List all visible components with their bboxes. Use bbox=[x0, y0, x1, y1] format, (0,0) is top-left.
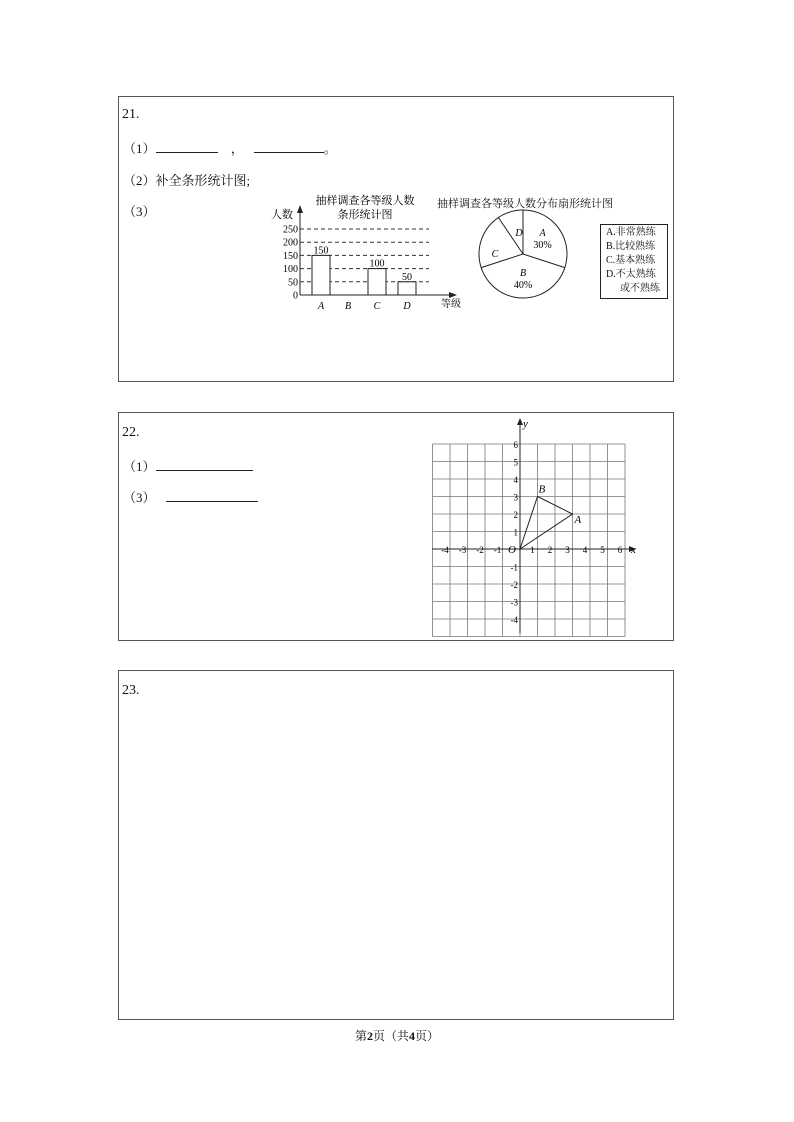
q21-answer-blank-2[interactable] bbox=[254, 140, 324, 153]
bar-chart-y-axis-arrow bbox=[297, 205, 303, 213]
question-number-22: 22. bbox=[122, 425, 140, 440]
x-tick-label: -4 bbox=[441, 545, 449, 555]
pie-slice-label-d: D bbox=[515, 228, 523, 239]
legend-item-a: A.非常熟练 bbox=[606, 227, 656, 238]
bar-y-tick-0: 0 bbox=[293, 290, 298, 302]
bar-y-tick-250: 250 bbox=[283, 224, 298, 236]
grid-lines bbox=[433, 444, 626, 637]
x-tick-label: 2 bbox=[547, 545, 553, 555]
question-number-21: 21. bbox=[122, 107, 140, 122]
q22-answer-blank-3[interactable] bbox=[166, 489, 258, 502]
bar-chart-y-label: 人数 bbox=[271, 209, 293, 221]
answer-box-23 bbox=[118, 670, 674, 1020]
y-tick-label: -2 bbox=[510, 580, 518, 590]
footer-suffix: 页） bbox=[415, 1029, 440, 1043]
q22-part1-label: （1） bbox=[123, 459, 156, 474]
pie-chart-legend bbox=[600, 224, 668, 299]
bar-chart-x-label: 等级 bbox=[441, 299, 461, 310]
pie-slice-pct-b: 40% bbox=[513, 280, 533, 292]
bar-chart-x-axis-arrow bbox=[449, 292, 457, 298]
bar-chart-title-line1: 抽样调查各等级人数 bbox=[315, 195, 415, 207]
bar-data-label-c: 100 bbox=[369, 258, 385, 270]
x-tick-label: -3 bbox=[458, 545, 467, 555]
bar-d bbox=[398, 282, 416, 295]
legend-item-b: B.比较熟练 bbox=[606, 241, 656, 252]
q21-part2: （2）补全条形统计图; bbox=[123, 173, 251, 188]
y-tick-label: -1 bbox=[510, 562, 518, 573]
q21-part1-end: 。 bbox=[323, 141, 337, 156]
origin-label: O bbox=[508, 544, 516, 556]
pie-slice-label-b: B bbox=[519, 268, 527, 280]
q21-part1 bbox=[123, 138, 337, 157]
bar-y-tick-150: 150 bbox=[283, 250, 298, 262]
q22-part1 bbox=[123, 456, 253, 475]
point-a-label: A bbox=[574, 514, 582, 526]
footer-page-number: 2 bbox=[366, 1029, 373, 1043]
bar-x-tick-c: C bbox=[373, 301, 381, 312]
q21-part1-separator: ， bbox=[230, 141, 244, 156]
question-number-23: 23. bbox=[122, 683, 140, 698]
answer-box-22 bbox=[118, 412, 674, 641]
x-axis-label: x bbox=[631, 544, 636, 556]
pie-slice-label-a: A bbox=[539, 227, 546, 239]
legend-item-c: C.基本熟练 bbox=[606, 255, 656, 266]
y-axis-label: y bbox=[523, 418, 528, 430]
pie-chart-title: 抽样调查各等级人数分布扇形统计图 bbox=[437, 198, 613, 210]
y-tick-label: 3 bbox=[513, 492, 518, 503]
x-tick-label: -1 bbox=[493, 545, 502, 555]
x-tick-labels bbox=[441, 545, 623, 555]
bar-x-tick-b: B bbox=[344, 301, 352, 312]
pie-chart bbox=[477, 209, 577, 309]
q22-part3-label: （3） bbox=[123, 490, 156, 505]
y-tick-label: 6 bbox=[513, 440, 518, 450]
footer-total-pages: 4 bbox=[409, 1029, 415, 1043]
legend-item-d: D.不太熟练 bbox=[606, 269, 656, 280]
footer-middle: 页（共 bbox=[372, 1029, 409, 1043]
bar-data-label-a: 150 bbox=[313, 245, 329, 257]
answer-box-21 bbox=[118, 96, 674, 382]
footer-prefix: 第 bbox=[354, 1029, 367, 1043]
bar-y-tick-100: 100 bbox=[283, 264, 298, 276]
pie-slice-pct-a: 30% bbox=[533, 239, 552, 251]
legend-item-d-cont: 或不熟练 bbox=[620, 283, 660, 294]
x-tick-label: 4 bbox=[582, 545, 588, 555]
x-tick-label: 6 bbox=[617, 545, 623, 555]
y-tick-label: 2 bbox=[513, 510, 518, 520]
x-tick-label: 3 bbox=[565, 545, 570, 555]
bar-c bbox=[368, 269, 386, 295]
bar-y-tick-50: 50 bbox=[288, 277, 298, 289]
x-tick-label: -2 bbox=[476, 545, 484, 555]
x-tick-label: 5 bbox=[600, 545, 605, 555]
bar-data-label-d: 50 bbox=[402, 271, 412, 283]
q21-part1-label: （1） bbox=[123, 141, 156, 156]
bar-x-tick-d: D bbox=[403, 301, 411, 312]
x-tick-label: 1 bbox=[530, 545, 535, 555]
point-b-label: B bbox=[538, 483, 546, 496]
y-tick-label: -3 bbox=[510, 597, 518, 608]
q21-answer-blank-1[interactable] bbox=[156, 140, 218, 153]
bar-chart-title-line2: 条形统计图 bbox=[337, 209, 393, 221]
bar-a bbox=[312, 255, 330, 295]
bar-x-tick-a: A bbox=[317, 301, 325, 312]
bar-chart-y-ticks bbox=[283, 225, 298, 302]
coordinate-grid bbox=[424, 415, 644, 639]
y-tick-label: 4 bbox=[513, 475, 518, 485]
bar-chart bbox=[269, 193, 469, 317]
page-footer bbox=[0, 1027, 794, 1044]
bar-chart-bars bbox=[312, 245, 416, 295]
q22-answer-blank-1[interactable] bbox=[156, 458, 253, 471]
y-tick-label: -4 bbox=[510, 615, 518, 625]
y-tick-label: 1 bbox=[513, 527, 518, 538]
y-tick-labels bbox=[511, 440, 519, 625]
q22-part3 bbox=[123, 487, 258, 506]
bar-y-tick-200: 200 bbox=[283, 237, 298, 249]
pie-slice-label-c: C bbox=[491, 249, 499, 260]
triangle-oab bbox=[520, 497, 573, 550]
y-tick-label: 5 bbox=[513, 457, 518, 468]
q21-part3-label: （3） bbox=[123, 204, 156, 219]
bar-chart-x-ticks bbox=[317, 301, 411, 312]
